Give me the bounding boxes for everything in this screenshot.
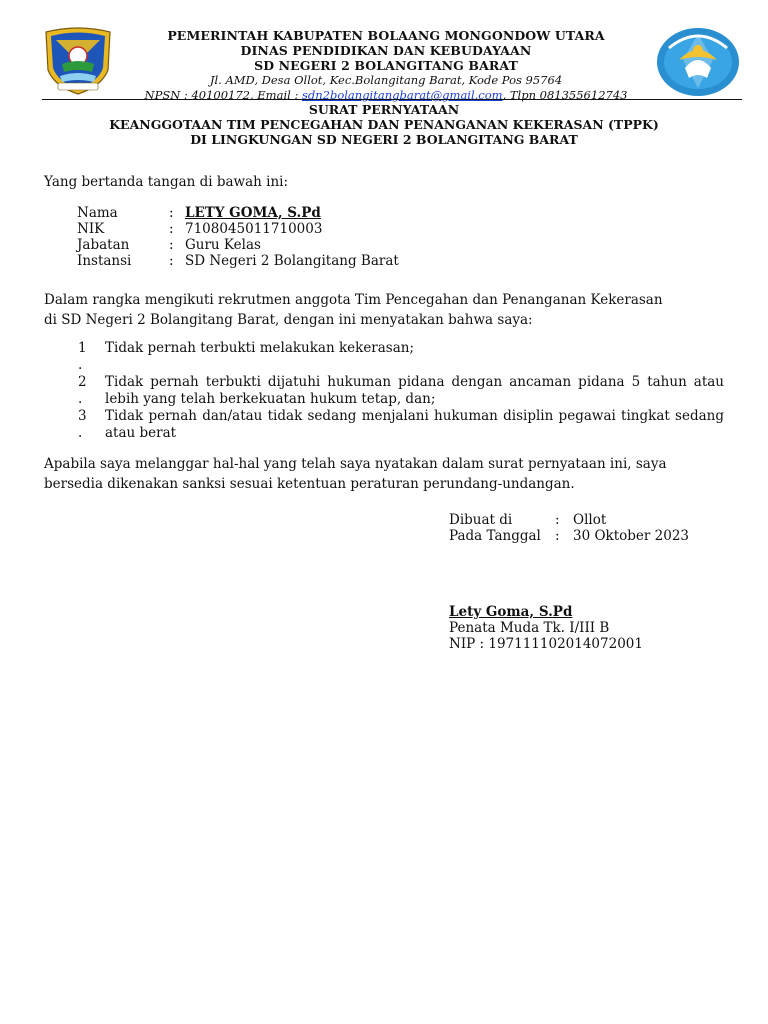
statement-paragraph (44, 290, 724, 330)
list-item-text: Tidak pernah dan/atau tidak sedang menjalani hukuman disiplin pegawai tingkat sedang atau berat (105, 408, 724, 441)
intro-text: Yang bertanda tangan di bawah ini: (44, 174, 289, 190)
document-subtitle: KEANGGOTAAN TIM PENCEGAHAN DAN PENANGANAN KEKERASAN (TPPK) (109, 117, 659, 132)
identity-row-nama (77, 205, 399, 221)
document-subtitle-2: DI LINGKUNGAN SD NEGERI 2 BOLANGITANG BARAT (190, 132, 578, 147)
colon: : (555, 528, 560, 544)
place-date-table (449, 512, 689, 544)
document-title: SURAT PERNYATAAN (308, 102, 460, 117)
signatory-name: Lety Goma, S.Pd (449, 604, 573, 620)
letterhead-contact (110, 88, 662, 103)
nik-label: NIK (77, 221, 105, 237)
signatory-rank: Penata Muda Tk. I/III B (449, 620, 610, 636)
letterhead-school-line: SD NEGERI 2 BOLANGITANG BARAT (254, 58, 518, 73)
signatory-nip: NIP : 197111102014072001 (449, 636, 643, 652)
list-item-number: 1 . (78, 340, 87, 373)
list-item-text: Tidak pernah terbukti melakukan kekerasan; (105, 340, 415, 356)
nama-label: Nama (77, 205, 118, 221)
tanggal-label: Pada Tanggal (449, 528, 541, 544)
list-item-number: 3 . (78, 408, 87, 441)
dibuat-value: Ollot (573, 512, 607, 528)
letterhead-address: Jl. AMD, Desa Ollot, Kec.Bolangitang Barat, Kode Pos 95764 (209, 73, 563, 87)
statement-line-2: di SD Negeri 2 Bolangitang Barat, dengan ini menyatakan bahwa saya: (44, 312, 533, 328)
list-item (78, 340, 724, 374)
identity-row-jabatan (77, 237, 399, 253)
nama-value: LETY GOMA, S.Pd (185, 205, 321, 221)
list-item (78, 408, 724, 442)
closing-line-2: bersedia dikenakan sanksi sesuai ketentuan peraturan perundang-undangan. (44, 476, 575, 492)
phone-text: , Tlpn 081355612743 (502, 88, 628, 102)
letterhead (110, 28, 662, 103)
colon: : (169, 221, 174, 237)
statement-line-1: Dalam rangka mengikuti rekrutmen anggota Tim Pencegahan dan Penanganan Kekerasan (44, 292, 663, 308)
npsn-text: NPSN : 40100172, Email : (144, 88, 302, 102)
instansi-label: Instansi (77, 253, 132, 269)
declaration-list (78, 340, 724, 442)
list-item (78, 374, 724, 408)
colon: : (555, 512, 560, 528)
colon: : (169, 253, 174, 269)
nik-value: 7108045011710003 (185, 221, 323, 237)
colon: : (169, 205, 174, 221)
closing-paragraph (44, 454, 724, 494)
dibuat-label: Dibuat di (449, 512, 513, 528)
instansi-value: SD Negeri 2 Bolangitang Barat (185, 253, 399, 269)
closing-line-1: Apabila saya melanggar hal-hal yang telah saya nyatakan dalam surat pernyataan ini, saya (44, 456, 667, 472)
tut-wuri-handayani-logo (655, 26, 741, 98)
place-row (449, 512, 689, 528)
jabatan-value: Guru Kelas (185, 237, 261, 253)
tanggal-value: 30 Oktober 2023 (573, 528, 690, 544)
email-link[interactable]: sdn2bolangitangbarat@gmail.com (301, 88, 503, 102)
letterhead-department-line: DINAS PENDIDIKAN DAN KEBUDAYAAN (240, 43, 532, 58)
identity-row-nik (77, 221, 399, 237)
jabatan-label: Jabatan (77, 237, 130, 253)
list-item-text: Tidak pernah terbukti dijatuhi hukuman pidana dengan ancaman pidana 5 tahun atau lebih yang telah berkekuatan hukum tetap, dan; (105, 374, 724, 407)
list-item-number: 2 . (78, 374, 87, 407)
colon: : (169, 237, 174, 253)
identity-row-instansi (77, 253, 399, 269)
date-row (449, 528, 689, 544)
letterhead-divider (42, 99, 742, 100)
signature-block (449, 604, 643, 652)
identity-table (77, 205, 399, 269)
regency-logo (42, 26, 114, 96)
letterhead-government-line: PEMERINTAH KABUPATEN BOLAANG MONGONDOW UTARA (167, 28, 605, 43)
